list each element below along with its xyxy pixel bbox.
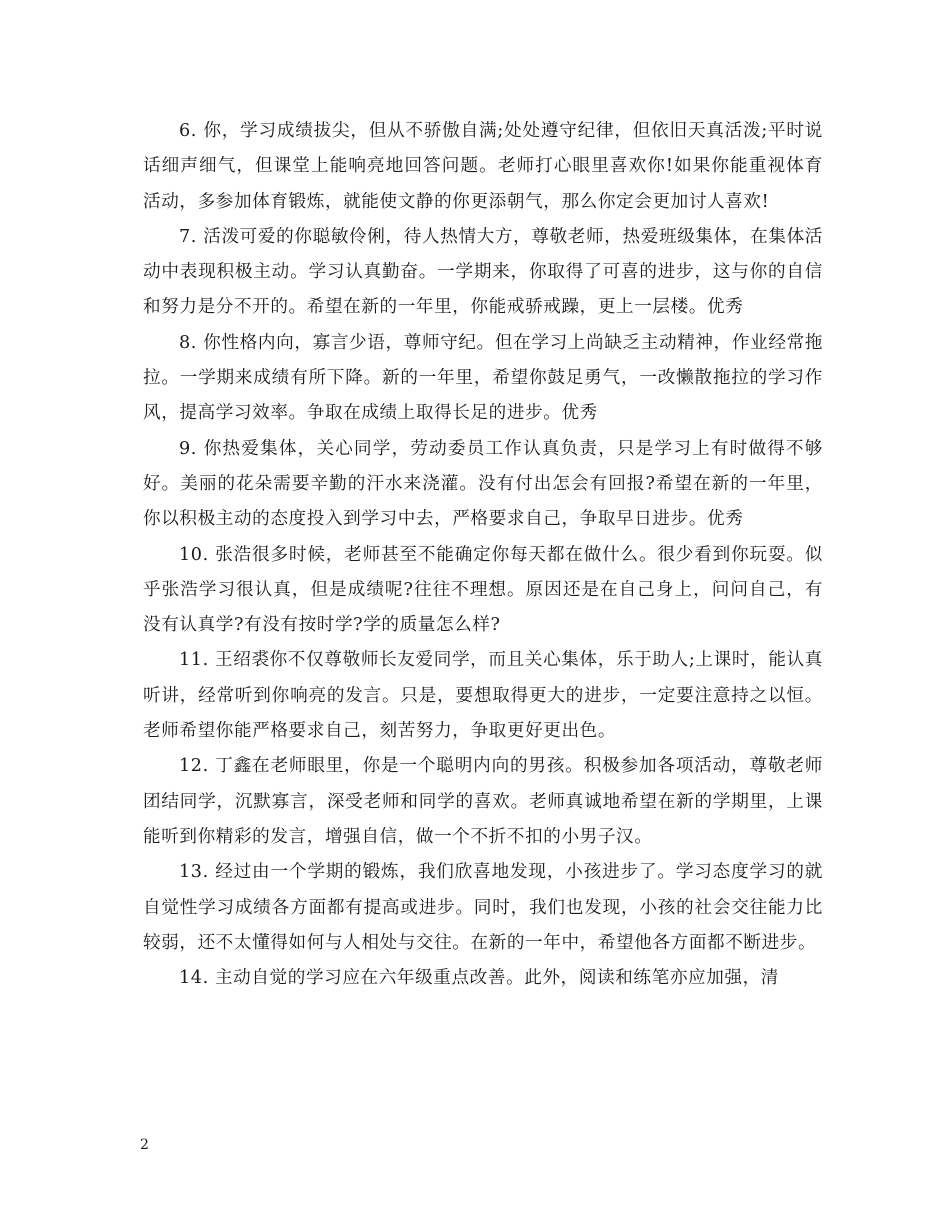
paragraph-10: 10. 张浩很多时候，老师甚至不能确定你每天都在做什么。很少看到你玩耍。似乎张浩学习很认真，但是成绩呢?往往不理想。原因还是在自己身上，问问自己，有没有认真学?有没有按时学?学的质量怎么样? xyxy=(143,544,823,636)
paragraph-13: 13. 经过由一个学期的锻炼，我们欣喜地发现，小孩进步了。学习态度学习的就自觉性学习成绩各方面都有提高或进步。同时，我们也发现，小孩的社会交往能力比较弱，还不太懂得如何与人相处与交往。在新的一年中，希望他各方面都不断进步。 xyxy=(143,862,823,953)
paragraph-8: 8. 你性格内向，寡言少语，尊师守纪。但在学习上尚缺乏主动精神，作业经常拖拉。一学期来成绩有所下降。新的一年里，希望你鼓足勇气，一改懒散拖拉的学习作风，提高学习效率。争取在成绩上取得长足的进步。优秀 xyxy=(143,332,823,424)
paragraph-9: 9. 你热爱集体，关心同学，劳动委员工作认真负责，只是学习上有时做得不够好。美丽的花朵需要辛勤的汗水来浇灌。没有付出怎会有回报?希望在新的一年里，你以积极主动的态度投入到学习中去，严格要求自己，争取早日进步。优秀 xyxy=(143,438,823,530)
page-number: 2 xyxy=(140,1137,149,1153)
paragraph-11: 11. 王绍裘你不仅尊敬师长友爱同学，而且关心集体，乐于助人;上课时，能认真听讲，经常听到你响亮的发言。只是，要想取得更大的进步，一定要注意持之以恒。老师希望你能严格要求自己，刻苦努力，争取更好更出色。 xyxy=(143,650,823,742)
paragraph-7: 7. 活泼可爱的你聪敏伶俐，待人热情大方，尊敬老师，热爱班级集体，在集体活动中表现积极主动。学习认真勤奋。一学期来，你取得了可喜的进步，这与你的自信和努力是分不开的。希望在新的一年里，你能戒骄戒躁，更上一层楼。优秀 xyxy=(143,226,823,318)
paragraph-6: 6. 你，学习成绩拔尖，但从不骄傲自满;处处遵守纪律，但依旧天真活泼;平时说话细声细气，但课堂上能响亮地回答问题。老师打心眼里喜欢你!如果你能重视体育活动，多参加体育锻炼，就能使文静的你更添朝气，那么你定会更加讨人喜欢! xyxy=(143,121,823,212)
document-body xyxy=(143,114,823,996)
paragraph-12: 12. 丁鑫在老师眼里，你是一个聪明内向的男孩。积极参加各项活动，尊敬老师团结同学，沉默寡言，深受老师和同学的喜欢。老师真诚地希望在新的学期里，上课能听到你精彩的发言，增强自信，做一个不折不扣的小男子汉。 xyxy=(143,756,823,847)
paragraph-14: 14. 主动自觉的学习应在六年级重点改善。此外，阅读和练笔亦应加强，清 xyxy=(179,968,779,989)
